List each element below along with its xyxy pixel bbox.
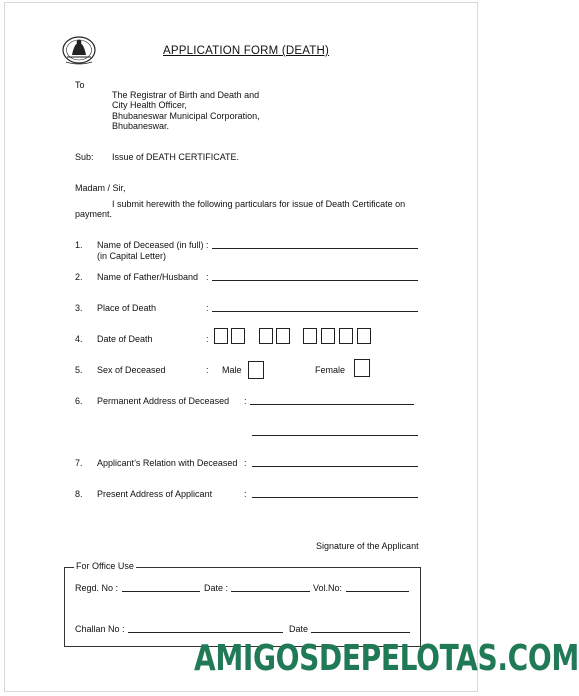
date-day-box-2[interactable] — [231, 328, 245, 344]
field-7-colon: : — [244, 458, 247, 468]
place-of-death-line[interactable] — [212, 311, 418, 312]
field-6-colon: : — [244, 396, 247, 406]
address-line-2: City Health Officer, — [112, 100, 187, 110]
field-6-label: Permanent Address of Deceased — [97, 396, 230, 406]
field-4-number: 4. — [75, 334, 83, 344]
field-2-label: Name of Father/Husband — [97, 272, 199, 282]
field-3-label: Place of Death — [97, 303, 157, 313]
challan-date-label: Date — [289, 624, 309, 634]
female-label: Female — [315, 365, 346, 375]
permanent-address-line-2[interactable] — [252, 435, 418, 436]
challan-no-label: Challan No : — [75, 624, 125, 634]
address-line-1: The Registrar of Birth and Death and — [112, 90, 260, 100]
field-1-number: 1. — [75, 240, 83, 250]
date-year-box-4[interactable] — [357, 328, 371, 344]
to-label: To — [75, 80, 85, 90]
field-7-number: 7. — [75, 458, 83, 468]
field-6-number: 6. — [75, 396, 83, 406]
vol-no-label: Vol.No: — [313, 583, 343, 593]
subject-label: Sub: — [75, 152, 94, 162]
date-month-box-1[interactable] — [259, 328, 273, 344]
field-8-colon: : — [244, 489, 247, 499]
challan-no-line[interactable] — [128, 632, 283, 633]
intro-line-2: payment. — [75, 209, 113, 219]
date-year-box-1[interactable] — [303, 328, 317, 344]
subject-text: Issue of DEATH CERTIFICATE. — [112, 152, 240, 162]
address-line-4: Bhubaneswar. — [112, 121, 170, 131]
signature-label: Signature of the Applicant — [316, 541, 419, 551]
date-day-box-1[interactable] — [214, 328, 228, 344]
date-year-box-3[interactable] — [339, 328, 353, 344]
field-1-sublabel: (in Capital Letter) — [97, 251, 167, 261]
municipal-seal-icon — [60, 35, 98, 67]
salutation: Madam / Sir, — [75, 183, 126, 193]
regd-no-label: Regd. No : — [75, 583, 119, 593]
challan-date-line[interactable] — [311, 632, 410, 633]
office-use-legend: For Office Use — [76, 561, 134, 571]
office-date-line[interactable] — [231, 591, 310, 592]
field-4-label: Date of Death — [97, 334, 153, 344]
field-2-number: 2. — [75, 272, 83, 282]
vol-no-line[interactable] — [346, 591, 409, 592]
field-8-label: Present Address of Applicant — [97, 489, 213, 499]
office-use-box — [64, 567, 421, 647]
field-3-number: 3. — [75, 303, 83, 313]
relation-line[interactable] — [252, 466, 418, 467]
female-checkbox[interactable] — [354, 359, 370, 377]
field-5-number: 5. — [75, 365, 83, 375]
field-5-label: Sex of Deceased — [97, 365, 166, 375]
office-date-label: Date : — [204, 583, 229, 593]
male-checkbox[interactable] — [248, 361, 264, 379]
field-2-colon: : — [206, 272, 209, 282]
watermark-text: AMIGOSDEPELOTAS.COM — [194, 638, 579, 679]
date-year-box-2[interactable] — [321, 328, 335, 344]
form-title: APPLICATION FORM (DEATH) — [163, 45, 330, 57]
field-4-colon: : — [206, 334, 209, 344]
deceased-name-line[interactable] — [212, 248, 418, 249]
male-label: Male — [222, 365, 242, 375]
father-husband-line[interactable] — [212, 280, 418, 281]
field-7-label: Applicant’s Relation with Deceased — [97, 458, 238, 468]
field-5-colon: : — [206, 365, 209, 375]
date-month-box-2[interactable] — [276, 328, 290, 344]
regd-no-line[interactable] — [122, 591, 200, 592]
field-1-label: Name of Deceased (in full) : — [97, 240, 209, 250]
address-line-3: Bhubaneswar Municipal Corporation, — [112, 111, 260, 121]
field-8-number: 8. — [75, 489, 83, 499]
intro-line-1: I submit herewith the following particulars for issue of Death Certificate on — [112, 199, 406, 209]
present-address-line[interactable] — [252, 497, 418, 498]
permanent-address-line-1[interactable] — [250, 404, 414, 405]
field-3-colon: : — [206, 303, 209, 313]
